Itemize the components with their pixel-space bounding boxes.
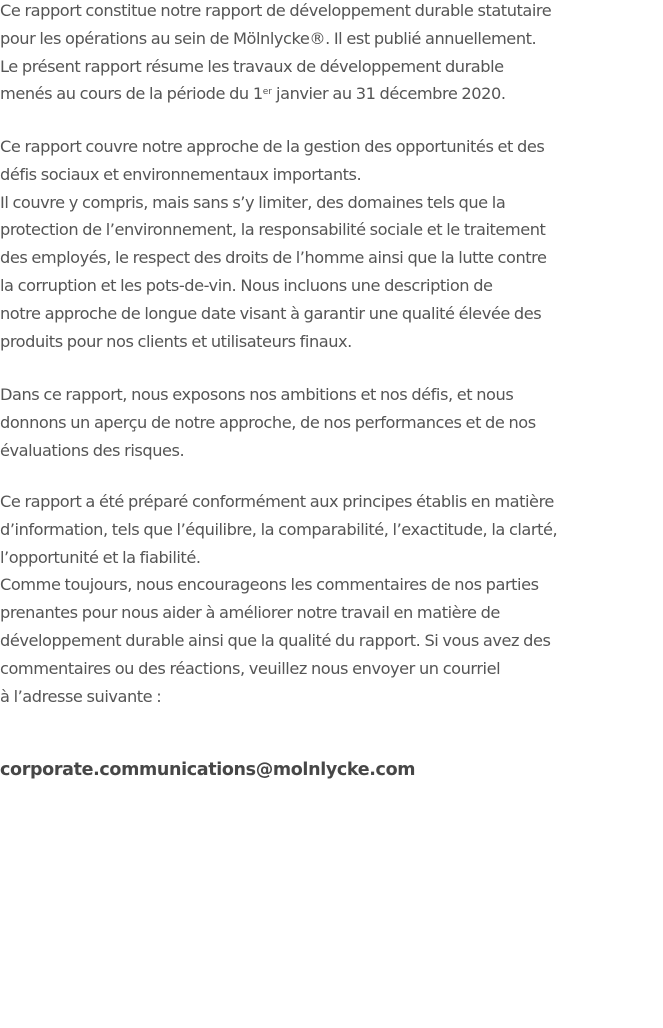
principles-line: l’opportunité et la fiabilité.	[0, 547, 201, 567]
scope-line: la corruption et les pots-de-vin. Nous incluons une description de	[0, 275, 493, 295]
principles-line: prenantes pour nous aider à améliorer notre travail en matière de	[0, 603, 500, 623]
intro-line: pour les opérations au sein de Mölnlycke®. Il est publié annuellement.	[0, 28, 537, 48]
ordinal-superscript: er	[262, 87, 272, 98]
ambitions-line: donnons un aperçu de notre approche, de nos performances et de nos	[0, 412, 536, 432]
principles-line: d’information, tels que l’équilibre, la comparabilité, l’exactitude, la clarté,	[0, 519, 558, 539]
scope-line: produits pour nos clients et utilisateurs finaux.	[0, 331, 352, 351]
period-text-end: janvier au 31 décembre 2020.	[271, 84, 506, 104]
scope-line: Ce rapport couvre notre approche de la gestion des opportunités et des	[0, 137, 545, 156]
ambitions-line: Dans ce rapport, nous exposons nos ambitions et nos défis, et nous	[0, 385, 514, 404]
ambitions-paragraph	[0, 381, 536, 464]
principles-line: développement durable ainsi que la qualité du rapport. Si vous avez des	[0, 630, 551, 650]
principles-line: à l’adresse suivante :	[0, 686, 162, 706]
principles-line: Ce rapport a été préparé conformément aux principes établis en matière	[0, 492, 554, 511]
contact-email-link[interactable]: corporate.communications@molnlycke.com	[0, 760, 416, 780]
scope-line: protection de l’environnement, la responsabilité sociale et le traitement	[0, 220, 546, 240]
principles-line: Comme toujours, nous encourageons les commentaires de nos parties	[0, 575, 539, 595]
scope-line: défis sociaux et environnementaux importants.	[0, 164, 362, 184]
scope-line: Il couvre y compris, mais sans s’y limiter, des domaines tels que la	[0, 192, 506, 212]
period-text-start: menés au cours de la période du 1	[0, 84, 263, 104]
scope-line: des employés, le respect des droits de l’homme ainsi que la lutte contre	[0, 248, 547, 268]
principles-paragraph	[0, 488, 557, 710]
principles-line: commentaires ou des réactions, veuillez nous envoyer un courriel	[0, 658, 501, 678]
scope-paragraph	[0, 133, 547, 355]
ambitions-line: évaluations des risques.	[0, 440, 185, 460]
intro-line-period	[0, 80, 551, 108]
scope-line: notre approche de longue date visant à garantir une qualité élevée des	[0, 303, 542, 323]
intro-line: Le présent rapport résume les travaux de développement durable	[0, 56, 504, 76]
intro-line: Ce rapport constitue notre rapport de développement durable statutaire	[0, 1, 552, 20]
intro-paragraph	[0, 0, 551, 108]
